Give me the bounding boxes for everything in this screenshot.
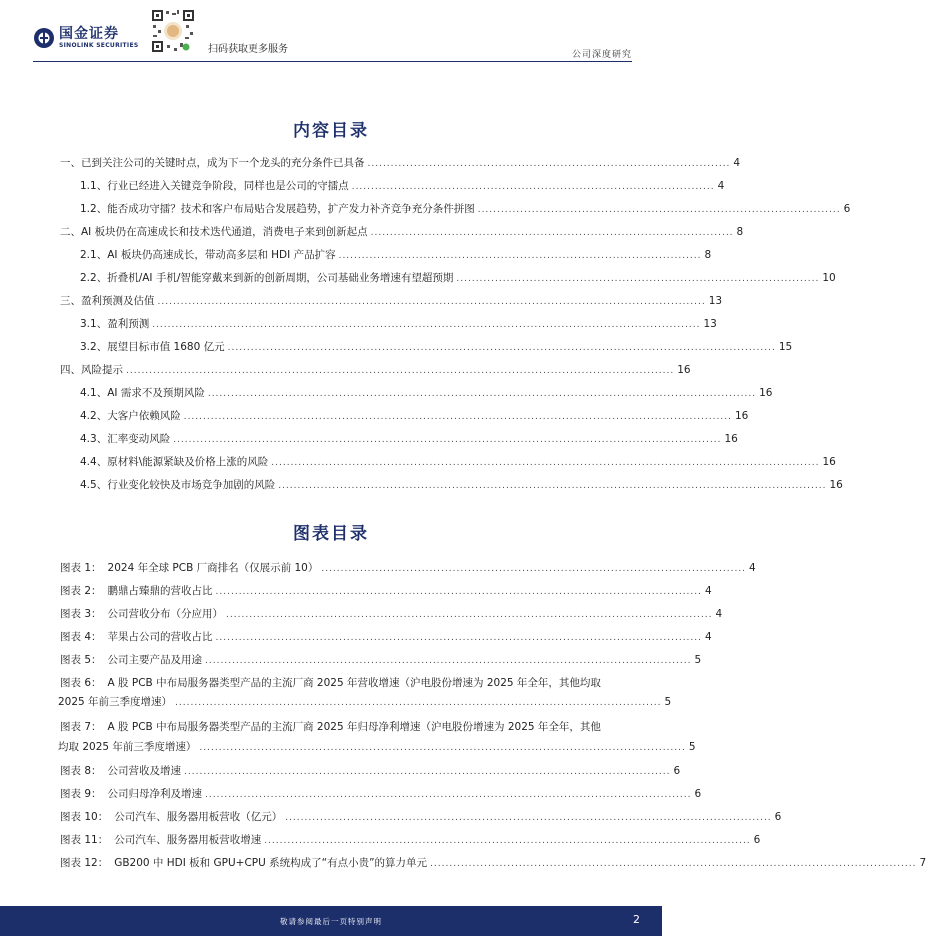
figure-item[interactable]: 图表 5： 公司主要产品及用途 .............................................................................................................................. 5 — [60, 654, 702, 666]
company-logo — [33, 26, 138, 50]
scan-for-services-text: 扫码获取更多服务 — [208, 44, 288, 55]
figure-item[interactable]: 图表 1： 2024 年全球 PCB 厂商排名（仅展示前 10） .............................................................................................................. 4 — [60, 562, 756, 574]
logo-cn-text: 国金证券 — [59, 26, 119, 42]
figure-item-continued[interactable]: 2025 年前三季度增速） .............................................................................................................................. 5 — [58, 696, 672, 708]
toc-item[interactable]: 4.5、行业变化较快及市场竞争加剧的风险 .............................................................................................................................................. 16 — [80, 479, 843, 491]
toc-item[interactable]: 三、盈利预测及估值 .............................................................................................................................................. 13 — [60, 295, 723, 307]
toc-item[interactable]: 1.1、行业已经进入关键竞争阶段，同样也是公司的守擂点 .............................................................................................. 4 — [80, 180, 725, 192]
figure-item[interactable]: 图表 11： 公司汽车、服务器用板营收增速 .............................................................................................................................. 6 — [60, 834, 761, 846]
toc-item[interactable]: 四、风险提示 .............................................................................................................................................. 16 — [60, 364, 691, 376]
figure-item[interactable]: 图表 6： A 股 PCB 中布局服务器类型产品的主流厂商 2025 年营收增速（沪电股份增速为 2025 年全年，其他均取 — [60, 677, 601, 689]
header-divider — [33, 61, 632, 62]
toc-item[interactable]: 4.3、汇率变动风险 .............................................................................................................................................. 16 — [80, 433, 738, 445]
toc-item[interactable]: 4.2、大客户依赖风险 .............................................................................................................................................. 16 — [80, 410, 749, 422]
figure-item[interactable]: 图表 9： 公司归母净利及增速 .............................................................................................................................. 6 — [60, 788, 702, 800]
qr-code-icon — [150, 8, 196, 54]
figure-item[interactable]: 图表 10： 公司汽车、服务器用板营收（亿元） .............................................................................................................................. 6 — [60, 811, 782, 823]
figure-item[interactable]: 图表 12： GB200 中 HDI 板和 GPU+CPU 系统构成了“有点小贵”的算力单元 .............................................................................................................................. 7 — [60, 857, 926, 869]
figure-item-continued[interactable]: 均取 2025 年前三季度增速） .............................................................................................................................. 5 — [58, 741, 696, 753]
figure-item[interactable]: 图表 2： 鹏鼎占臻鼎的营收占比 .............................................................................................................................. 4 — [60, 585, 712, 597]
sinolink-logo-icon — [33, 27, 55, 49]
toc-item[interactable]: 4.1、AI 需求不及预期风险 .............................................................................................................................................. 16 — [80, 387, 773, 399]
figure-index-title: 图表目录 — [293, 524, 369, 544]
toc-item[interactable]: 一、已到关注公司的关键时点，成为下一个龙头的充分条件已具备 .............................................................................................. 4 — [60, 157, 741, 169]
figure-item[interactable]: 图表 4： 苹果占公司的营收占比 .............................................................................................................................. 4 — [60, 631, 712, 643]
figure-item[interactable]: 图表 8： 公司营收及增速 .............................................................................................................................. 6 — [60, 765, 681, 777]
page-footer — [0, 906, 662, 936]
toc-title: 内容目录 — [293, 121, 369, 141]
page-header — [0, 0, 662, 62]
toc-item[interactable]: 2.1、AI 板块仍高速成长，带动高多层和 HDI 产品扩容 .............................................................................................. 8 — [80, 249, 712, 261]
logo-en-text: SINOLINK SECURITIES — [59, 42, 139, 49]
disclaimer-notice: 敬请参阅最后一页特别声明 — [280, 917, 382, 926]
figure-item[interactable]: 图表 3： 公司营收分布（分应用） .............................................................................................................................. 4 — [60, 608, 723, 620]
toc-item[interactable]: 1.2、能否成功守擂？技术和客户布局贴合发展趋势，扩产发力补齐竞争充分条件拼图 .............................................................................................. 6 — [80, 203, 851, 215]
document-type-label: 公司深度研究 — [571, 50, 632, 60]
toc-item[interactable]: 3.2、展望目标市值 1680 亿元 .............................................................................................................................................. 15 — [80, 341, 793, 353]
toc-item[interactable]: 3.1、盈利预测 .............................................................................................................................................. 13 — [80, 318, 717, 330]
toc-item[interactable]: 4.4、原材料\能源紧缺及价格上涨的风险 .............................................................................................................................................. 16 — [80, 456, 836, 468]
toc-item[interactable]: 二、AI 板块仍在高速成长和技术迭代通道，消费电子来到创新起点 .............................................................................................. 8 — [60, 226, 744, 238]
page-number: 2 — [633, 913, 640, 926]
figure-item[interactable]: 图表 7： A 股 PCB 中布局服务器类型产品的主流厂商 2025 年归母净利增速（沪电股份增速为 2025 年全年，其他 — [60, 721, 601, 733]
toc-item[interactable]: 2.2、折叠机/AI 手机/智能穿戴来到新的创新周期，公司基础业务增速有望超预期 .............................................................................................. 10 — [80, 272, 836, 284]
